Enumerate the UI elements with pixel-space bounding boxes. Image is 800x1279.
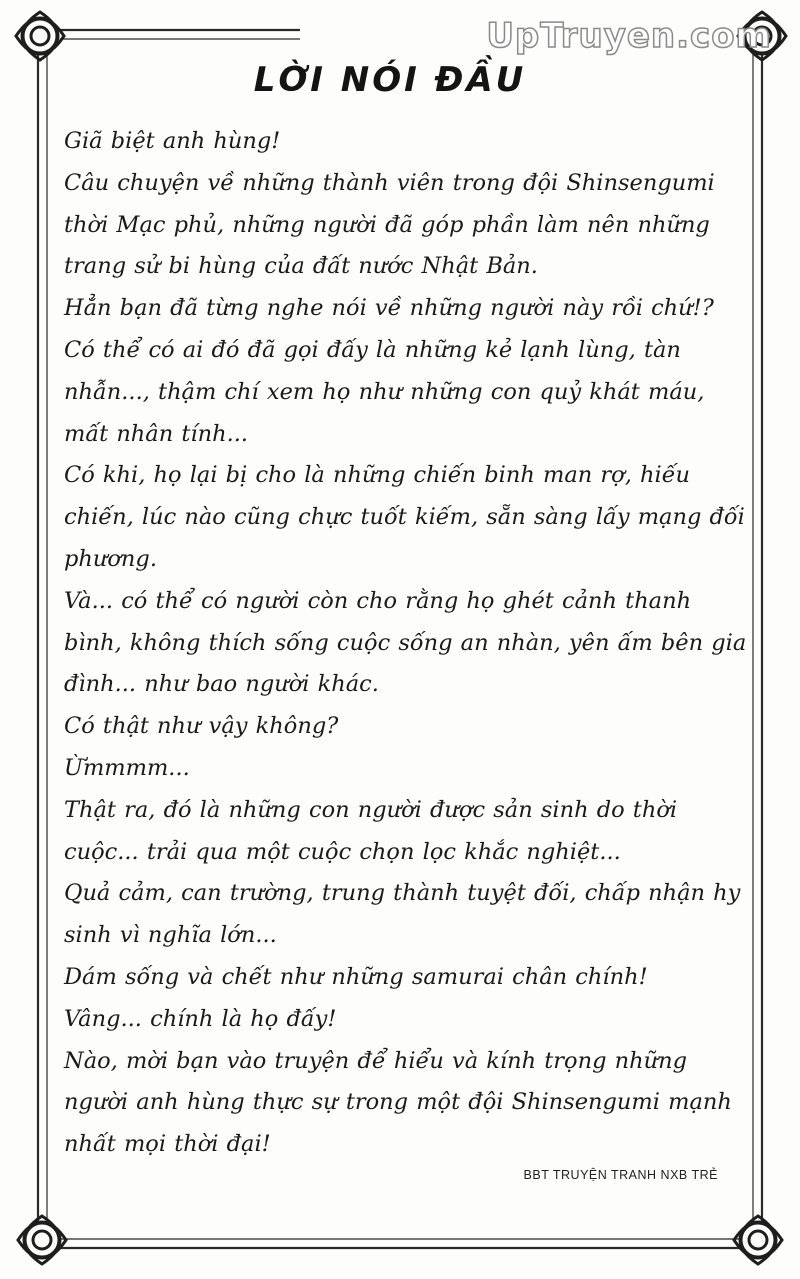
- site-watermark: UpTruyen.com: [486, 16, 772, 56]
- paragraph: Hẳn bạn đã từng nghe nói về những người này rồi chứ!?: [64, 295, 714, 322]
- preface-body: [64, 121, 754, 1166]
- paragraph: Dám sống và chết như những samurai chân chính!: [64, 963, 648, 990]
- paragraph: Và... có thể có người còn cho rằng họ ghét cảnh thanh bình, không thích sống cuộc sống an nhàn, yên ấm bên gia đình... như bao người khác.: [64, 587, 747, 698]
- paragraph: Quả cảm, can trường, trung thành tuyệt đối, chấp nhận hy sinh vì nghĩa lớn...: [64, 880, 741, 949]
- corner-knot-top-left: [16, 12, 64, 60]
- paragraph: Giã biệt anh hùng!: [64, 128, 281, 154]
- paragraph: Câu chuyện về những thành viên trong đội Shinsengumi thời Mạc phủ, những người đã góp phần làm nên những trang sử bi hùng của đất nước Nhật Bản.: [64, 169, 715, 280]
- paragraph: Có thật như vậy không?: [64, 713, 339, 740]
- paragraph: Ừmmmm...: [64, 754, 190, 781]
- corner-knot-bottom-left: [18, 1216, 66, 1264]
- editorial-signature: BBT TRUYỆN TRANH NXB TRẺ: [523, 1168, 718, 1182]
- paragraph: Có khi, họ lại bị cho là những chiến binh man rợ, hiếu chiến, lúc nào cũng chực tuốt kiếm, sẵn sàng lấy mạng đối phương.: [64, 462, 745, 572]
- paragraph: Vâng... chính là họ đấy!: [64, 1005, 337, 1032]
- paragraph: Có thể có ai đó đã gọi đấy là những kẻ lạnh lùng, tàn nhẫn..., thậm chí xem họ như những con quỷ khát máu, mất nhân tính...: [64, 336, 705, 447]
- paragraph: Thật ra, đó là những con người được sản sinh do thời cuộc... trải qua một cuộc chọn lọc khắc nghiệt...: [64, 796, 678, 865]
- corner-knot-bottom-right: [734, 1216, 782, 1264]
- paragraph: Nào, mời bạn vào truyện để hiểu và kính trọng những người anh hùng thực sự trong một đội Shinsengumi mạnh nhất mọi thời đại!: [64, 1047, 732, 1158]
- page-title: LỜI NÓI ĐẦU: [253, 60, 527, 100]
